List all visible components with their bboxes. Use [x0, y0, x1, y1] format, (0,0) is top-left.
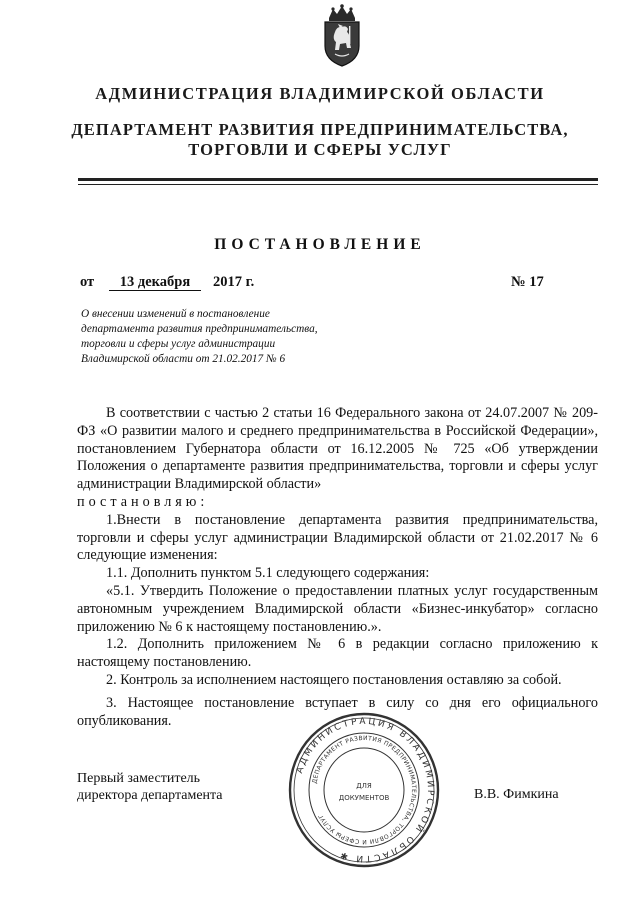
header-divider-thin — [78, 184, 598, 185]
svg-text:ДЕПАРТАМЕНТ РАЗВИТИЯ ПРЕДПРИНИ: ДЕПАРТАМЕНТ РАЗВИТИЯ ПРЕДПРИНИМАТЕЛЬСТВА, ТОРГОВЛИ И СФЕРЫ УСЛУГ — [311, 734, 418, 846]
subject-line: О внесении изменений в постановление — [81, 308, 270, 320]
department-name — [0, 120, 640, 160]
coat-of-arms-icon — [321, 4, 363, 68]
clause-2: 2. Контроль за исполнением настоящего постановления оставляю за собой. — [106, 671, 562, 688]
decree-word: постановляю: — [77, 493, 209, 510]
signatory-position-line-2: директора департамента — [77, 788, 223, 803]
header-divider-thick — [78, 178, 598, 181]
clause-3: 3. Настоящее постановление вступает в силу со дня его официального опубликования. — [77, 694, 598, 729]
svg-text:ДОКУМЕНТОВ: ДОКУМЕНТОВ — [338, 794, 390, 802]
clause-1-2: 1.2. Дополнить приложением № 6 в редакции согласно приложению к настоящему постановлению. — [77, 636, 598, 671]
preamble-paragraph: В соответствии с частью 2 статьи 16 Федерального закона от 24.07.2007 № 209-ФЗ «О развитии малого и среднего предпринимательства в Российской Федерации», постановлением Губернатора области от 16.12.2005 № 725 «Об утверждении Положения о департаменте развития предпринимательства, торговли и сферы услуг администрации Владимирской области» — [77, 405, 598, 493]
clause-1-1: 1.1. Дополнить пунктом 5.1 следующего содержания: — [106, 565, 430, 582]
date-prefix: от — [80, 274, 95, 290]
svg-text:ДЛЯ: ДЛЯ — [356, 782, 372, 790]
subject-line: департамента развития предпринимательства, — [81, 323, 318, 335]
organization-name: АДМИНИСТРАЦИЯ ВЛАДИМИРСКОЙ ОБЛАСТИ — [95, 84, 545, 103]
document-subject — [81, 307, 401, 367]
date-year: 2017 г. — [213, 274, 255, 290]
clause-5-1-text: «5.1. Утвердить Положение о предоставлении платных услуг государственным автономным учреждением Владимирской области «Бизнес-инкубатор» согласно приложению № 6 к настоящему постановлению.». — [77, 582, 598, 635]
document-type-title: ПОСТАНОВЛЕНИЕ — [214, 236, 426, 253]
svg-text:АДМИНИСТРАЦИЯ ВЛАДИМИРСКОЙ ОБЛ: АДМИНИСТРАЦИЯ ВЛАДИМИРСКОЙ ОБЛАСТИ ✱ — [295, 716, 436, 864]
subject-line: Владимирской области от 21.02.2017 № 6 — [81, 353, 286, 365]
department-name-line-1: ДЕПАРТАМЕНТ РАЗВИТИЯ ПРЕДПРИНИМАТЕЛЬСТВА, — [71, 120, 569, 139]
signatory-name: В.В. Фимкина — [474, 787, 559, 802]
clause-1: 1.Внести в постановление департамента развития предпринимательства, торговли и сферы услуг администрации Владимирской области от 21.02.2017 № 6 следующие изменения: — [77, 511, 598, 564]
document-body — [77, 405, 598, 730]
official-stamp — [287, 710, 441, 870]
subject-line: торговли и сферы услуг администрации — [81, 338, 276, 350]
document-number: № 17 — [511, 274, 544, 290]
signatory-position-line-1: Первый заместитель — [77, 771, 201, 786]
department-name-line-2: ТОРГОВЛИ И СФЕРЫ УСЛУГ — [188, 140, 452, 159]
date-day-month: 13 декабря — [109, 274, 201, 291]
